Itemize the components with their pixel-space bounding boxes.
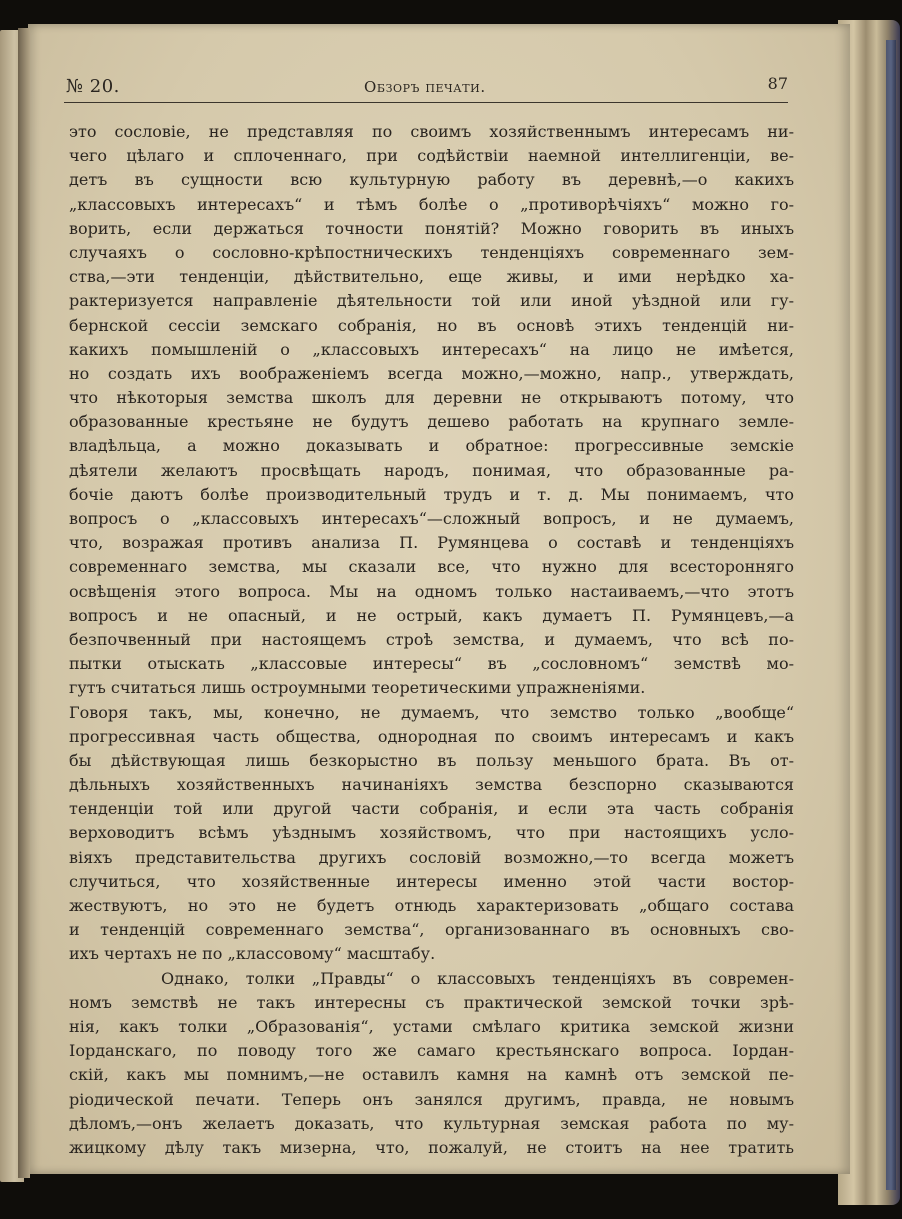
text-line: Іорданскаго, по поводу того же самаго крестьянскаго вопроса. Іордан- bbox=[69, 1041, 794, 1061]
text-line: дѣльныхъ хозяйственныхъ начинаніяхъ земства безспорно сказываются bbox=[69, 775, 794, 795]
text-line: случиться, что хозяйственные интересы именно этой части востор- bbox=[69, 871, 794, 891]
issue-number: № 20. bbox=[66, 76, 120, 97]
text-line: гутъ считаться лишь остроумными теоретическими упражненіями. bbox=[69, 678, 646, 698]
text-line: жествуютъ, но это не будетъ отнюдь характеризовать „общаго состава bbox=[69, 896, 794, 915]
text-line: что, возражая противъ анализа П. Румянцева о составѣ и тенденціяхъ bbox=[69, 533, 794, 553]
body-text bbox=[69, 120, 794, 1160]
text-line: ворить, если держаться точности понятій? Можно говорить въ иныхъ bbox=[69, 218, 794, 238]
book-gutter bbox=[18, 28, 30, 1178]
text-line: „классовыхъ интересахъ“ и тѣмъ болѣе о „противорѣчіяхъ“ можно го- bbox=[69, 194, 794, 214]
text-line: прогрессивная часть общества, однородная по своимъ интересамъ и какъ bbox=[69, 726, 794, 746]
text-line: пытки отыскать „классовые интересы“ въ „сословномъ“ земствѣ мо- bbox=[69, 654, 794, 674]
text-line: рактеризуется направленіе дѣятельности той или иной уѣздной или гу- bbox=[69, 291, 794, 311]
text-line: чего цѣлаго и сплоченнаго, при содѣйствіи наемной интеллигенціи, ве- bbox=[69, 146, 794, 166]
text-line: бернской сессіи земскаго собранія, но въ основѣ этихъ тенденцій ни- bbox=[69, 315, 794, 335]
running-title: Обзоръ печати. bbox=[364, 78, 486, 96]
text-line: ріодической печати. Теперь онъ занялся другимъ, правда, не новымъ bbox=[69, 1089, 794, 1109]
text-line: это сословіе, не представляя по своимъ хозяйственнымъ интересамъ ни- bbox=[69, 122, 794, 141]
text-line: но создать ихъ воображеніемъ всегда можно,—можно, напр., утверждать, bbox=[69, 363, 794, 383]
page-number: 87 bbox=[767, 74, 788, 93]
text-line: безпочвенный при настоящемъ строѣ земства, и думаемъ, что всѣ по- bbox=[69, 629, 794, 649]
text-line: вопросъ о „классовыхъ интересахъ“—сложный вопросъ, и не думаемъ, bbox=[69, 509, 794, 528]
text-line: нія, какъ толки „Образованія“, устами смѣлаго критика земской жизни bbox=[69, 1016, 794, 1036]
text-line: дѣятели желаютъ просвѣщать народъ, понимая, что образованные ра- bbox=[69, 460, 794, 480]
paragraph-first-line: Однако, толки „Правды“ о классовыхъ тенденціяхъ въ современ- bbox=[161, 968, 794, 988]
text-line: и тенденцій современнаго земства“, организованнаго въ основныхъ сво- bbox=[69, 920, 794, 940]
text-line: ства,—эти тенденціи, дѣйствительно, еще живы, и ими нерѣдко ха- bbox=[69, 267, 794, 287]
text-line: дѣломъ,—онъ желаетъ доказать, что культурная земская работа по му- bbox=[69, 1113, 794, 1133]
text-line: что нѣкоторыя земства школъ для деревни не открываютъ потому, что bbox=[69, 388, 794, 408]
text-line: случаяхъ о сословно-крѣпостническихъ тенденціяхъ современнаго зем- bbox=[69, 242, 794, 262]
text-line: образованные крестьяне не будутъ дешево работать на крупнаго земле- bbox=[69, 412, 794, 432]
text-line: верховодитъ всѣмъ уѣзднымъ хозяйствомъ, что при настоящихъ усло- bbox=[69, 823, 794, 843]
text-line: ихъ чертахъ не по „классовому“ масштабу. bbox=[69, 944, 436, 964]
text-line: тенденціи той или другой части собранія, и если эта часть собранія bbox=[69, 799, 794, 819]
text-line: вопросъ и не опасный, и не острый, какъ думаетъ П. Румянцевъ,—а bbox=[69, 605, 794, 625]
text-line: владѣльца, а можно доказывать и обратное: прогрессивные земскіе bbox=[69, 436, 794, 456]
running-header bbox=[64, 74, 788, 103]
text-line: освѣщенія этого вопроса. Мы на одномъ только настаиваемъ,—что этотъ bbox=[69, 581, 794, 601]
text-line: бочіе даютъ болѣе производительный трудъ и т. д. Мы понимаемъ, что bbox=[69, 484, 794, 504]
text-line: жицкому дѣлу такъ мизерна, что, пожалуй, не стоитъ на нее тратить bbox=[69, 1137, 794, 1157]
text-line: скій, какъ мы помнимъ,—не оставилъ камня на камнѣ отъ земской пе- bbox=[69, 1065, 794, 1085]
text-line: бы дѣйствующая лишь безкорыстно въ пользу меньшого брата. Въ от- bbox=[69, 750, 794, 770]
text-line: детъ въ сущности всю культурную работу въ деревнѣ,—о какихъ bbox=[69, 170, 794, 190]
text-line: Говоря такъ, мы, конечно, не думаемъ, что земство только „вообще“ bbox=[69, 702, 794, 722]
text-line: какихъ помышленій о „классовыхъ интересахъ“ на лицо не имѣется, bbox=[69, 339, 794, 359]
text-line: віяхъ представительства другихъ сословій возможно,—то всегда можетъ bbox=[69, 847, 794, 867]
text-line: современнаго земства, мы сказали все, что нужно для всесторонняго bbox=[69, 557, 794, 577]
text-line: номъ земствѣ не такъ интересны съ практической земской точки зрѣ- bbox=[69, 992, 794, 1012]
